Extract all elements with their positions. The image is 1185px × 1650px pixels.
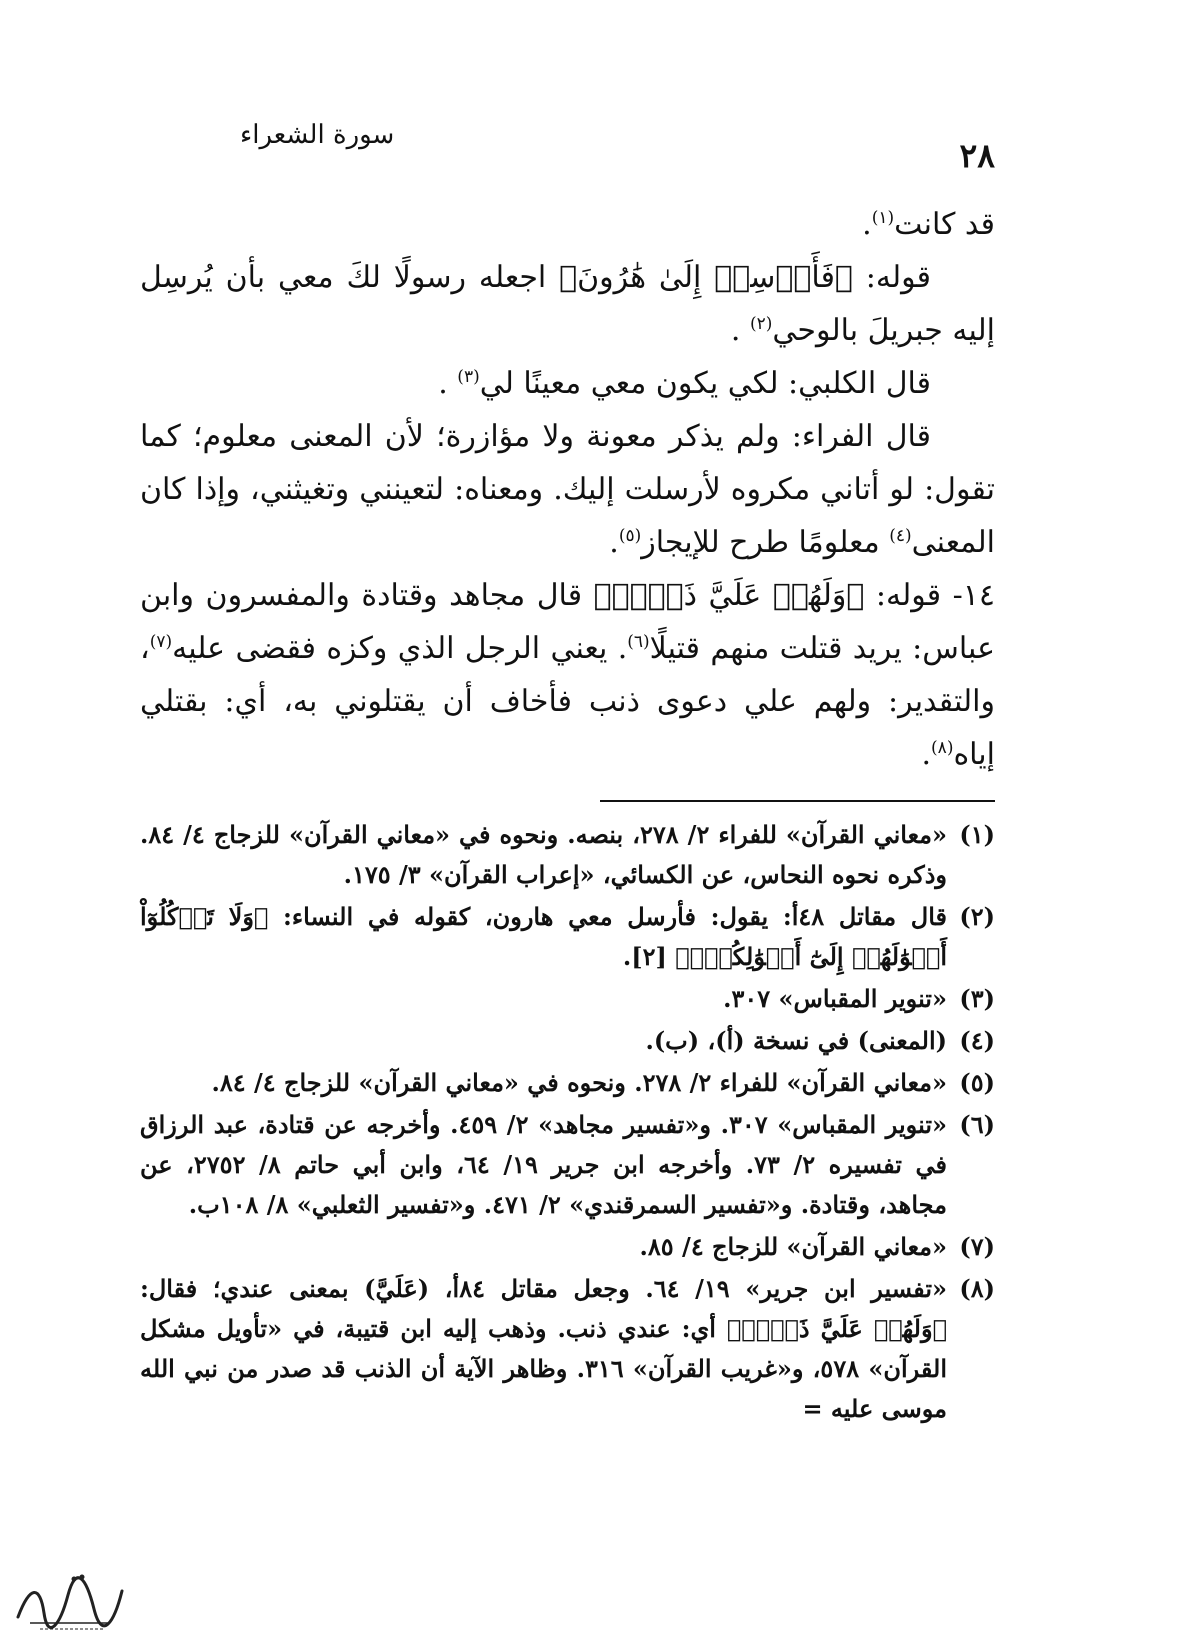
footnote-number: (٥) (959, 1068, 995, 1097)
footnotes (140, 815, 995, 1431)
footnote-text: «تنوير المقباس» ٣٠٧. (723, 984, 947, 1013)
running-title: سورة الشعراء (240, 120, 395, 150)
page-header (240, 112, 995, 175)
paragraph-4: قال الفراء: ولم يذكر معونة ولا مؤازرة؛ لأن المعنى معلوم؛ كما تقول: لو أتاني مكروه لأرسلت إليك. ومعناه: لتعينني وتغيثني، وإذا كان المعنى$^{(٤)}$ معلومًا طرح للإيجاز$^{(٥)}$. (140, 419, 995, 560)
footnote-ref-7[interactable]: (٧) (149, 632, 173, 652)
footnote-5 (140, 1063, 995, 1103)
footnote-4 (140, 1021, 995, 1061)
footnote-number: (١) (959, 820, 995, 849)
paragraph-1: قد كانت$^{(١)}$. (862, 207, 995, 242)
footnote-2 (140, 897, 995, 977)
footnote-ref-4[interactable]: (٤) (889, 526, 912, 546)
publisher-logo-icon (10, 1565, 130, 1635)
paragraph-3: قال الكلبي: لكي يكون معي معينًا لي$^{(٣)}$ . (438, 366, 931, 401)
footnote-ref-5[interactable]: (٥) (618, 526, 642, 546)
footnote-1 (140, 815, 995, 895)
footnote-text: «معاني القرآن» للفراء ٢/ ٢٧٨، بنصه. ونحوه في «معاني القرآن» للزجاج ٤/ ٨٤. وذكره نحوه النحاس، عن الكسائي، «إعراب القرآن» ٣/ ١٧٥. (140, 820, 948, 889)
footnote-ref-3[interactable]: (٣) (457, 367, 480, 387)
main-text (140, 198, 995, 781)
footnote-number: (٣) (959, 984, 995, 1013)
footnote-ref-2[interactable]: (٢) (749, 314, 773, 334)
footnote-ref-8[interactable]: (٨) (931, 738, 954, 758)
footnote-number: (٦) (959, 1110, 995, 1139)
paragraph-2: قوله: ﴿فَأَرۡسِلۡ إِلَىٰ هَٰرُونَ﴾ اجعله رسولًا لكَ معي بأن يُرسِل إليه جبريلَ بالوحي$^{(٢)}$ . (140, 260, 995, 348)
footnote-8 (140, 1269, 995, 1429)
footnote-number: (٤) (959, 1026, 995, 1055)
quran-verse: ﴿وَلَهُمۡ عَلَيَّ ذَنۢبٞ﴾ (593, 578, 865, 613)
footnote-divider (600, 800, 995, 802)
quran-verse: ﴿فَأَرۡسِلۡ إِلَىٰ هَٰرُونَ﴾ (559, 260, 853, 295)
footnote-text: «معاني القرآن» للفراء ٢/ ٢٧٨. ونحوه في «معاني القرآن» للزجاج ٤/ ٨٤. (211, 1068, 947, 1097)
footnote-text: «تنوير المقباس» ٣٠٧. و«تفسير مجاهد» ٢/ ٤٥٩. وأخرجه عن قتادة، عبد الرزاق في تفسيره ٢/ ٧٣. وأخرجه ابن جرير ١٩/ ٦٤، وابن أبي حاتم ٨/ ٢٧٥٢، عن مجاهد، وقتادة. و«تفسير السمرقندي» ٢/ ٤٧١. و«تفسير الثعلبي» ٨/ ١٠٨ب. (140, 1110, 947, 1219)
footnote-6 (140, 1105, 995, 1225)
footnote-7 (140, 1227, 995, 1267)
footnote-ref-1[interactable]: (١) (871, 208, 895, 228)
footnote-number: (٢) (959, 902, 995, 931)
footnote-text: «معاني القرآن» للزجاج ٤/ ٨٥. (639, 1232, 947, 1261)
footnote-ref-6[interactable]: (٦) (627, 632, 650, 652)
footnote-number: (٧) (959, 1232, 995, 1261)
footnote-text: «تفسير ابن جرير» ١٩/ ٦٤. وجعل مقاتل ٨٤أ، (عَلَيَّ) بمعنى عندي؛ فقال: ﴿وَلَهُمۡ عَلَيَّ ذَنۢبٞ﴾ أي: عندي ذنب. وذهب إليه ابن قتيبة، في «تأويل مشكل القرآن» ٥٧٨، و«غريب القرآن» ٣١٦. وظاهر الآية أن الذنب قد صدر من نبي الله موسى عليه = (140, 1274, 948, 1423)
footnote-text: قال مقاتل ٤٨أ: يقول: فأرسل معي هارون، كقوله في النساء: ﴿وَلَا تَأۡكُلُوٓاْ أَمۡوَٰلَهُمۡ إِلَىٰٓ أَمۡوَٰلِكُمۡۚ﴾ [٢]. (140, 902, 948, 971)
paragraph-5: ١٤- قوله: ﴿وَلَهُمۡ عَلَيَّ ذَنۢبٞ﴾ قال مجاهد وقتادة والمفسرون وابن عباس: يريد قتلت منهم قتيلًا$^{(٦)}$. يعني الرجل الذي وكزه فقضى عليه$^{(٧)}$، والتقدير: ولهم علي دعوى ذنب فأخاف أن يقتلوني به، أي: بقتلي إياه$^{(٨)}$. (140, 578, 995, 772)
footnote-number: (٨) (959, 1274, 995, 1303)
footnote-3 (140, 979, 995, 1019)
page-number: ٢٨ (959, 136, 995, 175)
footnote-text: (المعنى) في نسخة (أ)، (ب). (645, 1026, 947, 1055)
